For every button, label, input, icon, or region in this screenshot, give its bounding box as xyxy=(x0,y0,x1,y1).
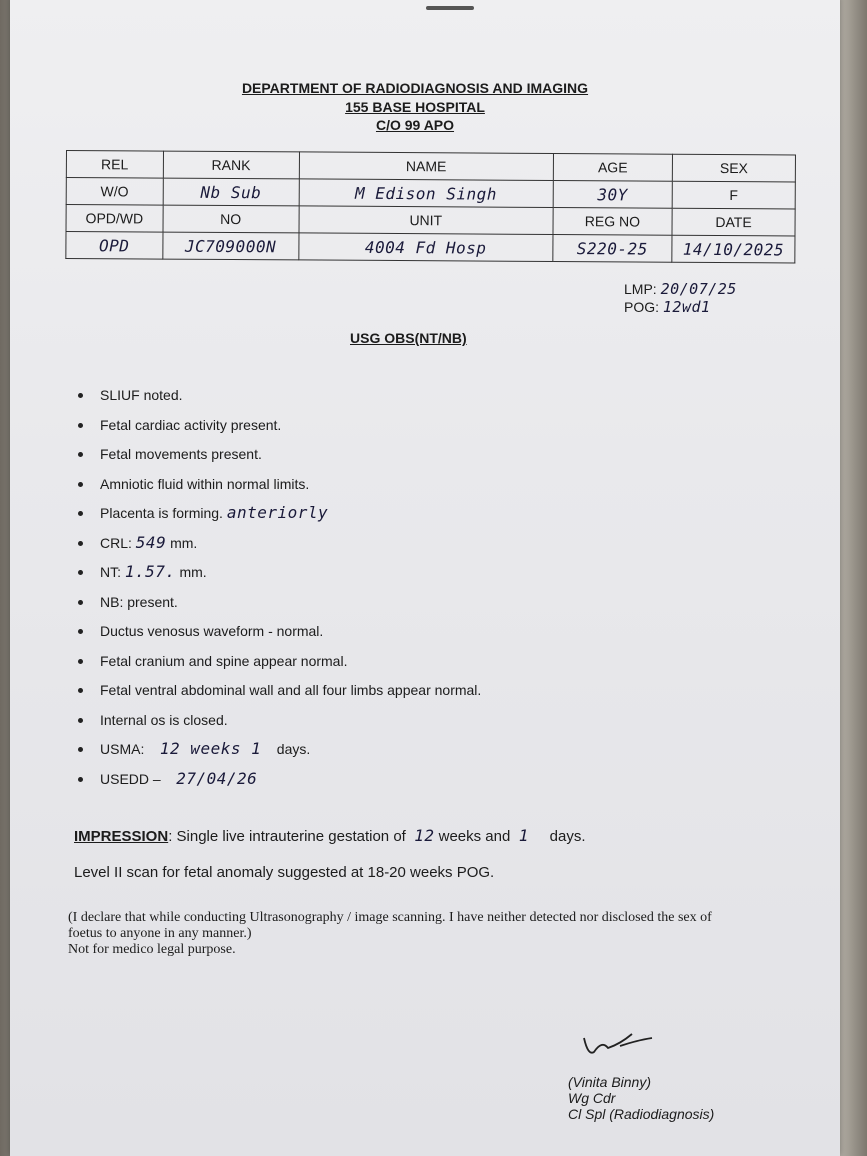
list-item xyxy=(70,591,670,621)
nt-value: 1.57. xyxy=(124,562,176,581)
finding-text: Amniotic fluid within normal limits. xyxy=(100,475,310,492)
value-regno: S220-25 xyxy=(553,234,672,262)
label-no: NO xyxy=(163,205,299,233)
list-item xyxy=(70,502,670,532)
level2-note: Level II scan for fetal anomaly suggested at 18-20 weeks POG. xyxy=(74,864,495,881)
finding-text: Fetal ventral abdominal wall and all four limbs appear normal. xyxy=(100,682,482,698)
finding-text: Internal os is closed. xyxy=(100,711,228,728)
list-item xyxy=(70,414,670,444)
hospital-name: 155 BASE HOSPITAL xyxy=(345,99,485,115)
impression-weeks-value: 12 xyxy=(414,826,435,845)
patient-info-table xyxy=(65,150,796,263)
list-item xyxy=(70,532,670,562)
finding-text: Ductus venosus waveform - normal. xyxy=(100,623,324,639)
declaration-text: (I declare that while conducting Ultrasonography / image scanning. I have neither detected nor disclosed the sex of foetus to anyone in any manner.) xyxy=(68,910,712,941)
pog-label: POG: xyxy=(624,299,660,315)
lmp-label: LMP: xyxy=(624,281,657,297)
label-unit: UNIT xyxy=(299,206,553,235)
list-item xyxy=(70,650,670,680)
usma-value: 12 weeks 1 xyxy=(159,739,262,758)
signatory-designation: Cl Spl (Radiodiagnosis) xyxy=(568,1106,715,1122)
value-date: 14/10/2025 xyxy=(672,235,795,263)
label-regno: REG NO xyxy=(553,207,672,235)
finding-text: Fetal cardiac activity present. xyxy=(100,416,282,433)
label-opd: OPD/WD xyxy=(66,205,163,233)
nt-unit: mm. xyxy=(179,564,207,580)
impression-days: days. xyxy=(549,828,586,845)
impression-line xyxy=(74,826,774,845)
impression-label: IMPRESSION xyxy=(74,828,169,845)
label-rank: RANK xyxy=(163,151,299,179)
hospital-address: C/O 99 APO xyxy=(375,117,455,133)
legal-note: Not for medico legal purpose. xyxy=(68,942,236,957)
value-no: JC709000N xyxy=(162,232,298,260)
list-item xyxy=(70,443,670,473)
lmp-block xyxy=(624,280,737,316)
signature-mark xyxy=(580,1026,660,1066)
value-name: M Edison Singh xyxy=(299,179,553,208)
usma-label: USMA: xyxy=(100,741,145,757)
list-item xyxy=(70,768,670,798)
impression-weeks: weeks and xyxy=(438,828,511,845)
usedd-value: 27/04/26 xyxy=(176,768,258,788)
signatory-block xyxy=(568,1074,714,1122)
department-title: DEPARTMENT OF RADIODIAGNOSIS AND IMAGING xyxy=(241,80,589,96)
value-age: 30Y xyxy=(553,180,672,208)
label-name: NAME xyxy=(299,152,553,181)
staple-mark xyxy=(426,6,474,10)
signatory-name: (Vinita Binny) xyxy=(568,1074,652,1090)
table-row xyxy=(66,232,795,263)
list-item xyxy=(70,679,670,709)
label-sex: SEX xyxy=(672,154,795,182)
impression-text: : Single live intrauterine gestation of xyxy=(168,828,406,845)
list-item xyxy=(70,709,670,739)
list-item xyxy=(70,473,670,503)
list-item xyxy=(70,384,670,414)
value-unit: 4004 Fd Hosp xyxy=(299,233,553,262)
report-sheet xyxy=(10,0,840,1156)
value-sex: F xyxy=(672,181,795,209)
finding-text: NB: present. xyxy=(100,593,178,610)
usedd-label: USEDD – xyxy=(100,770,161,787)
list-item xyxy=(70,561,670,591)
label-date: DATE xyxy=(672,208,795,236)
finding-text: Fetal cranium and spine appear normal. xyxy=(100,652,348,669)
finding-text: Fetal movements present. xyxy=(100,446,262,462)
lmp-value: 20/07/25 xyxy=(660,280,737,298)
value-opd: OPD xyxy=(66,232,163,260)
nt-label: NT: xyxy=(100,564,121,580)
pog-value: 12wd1 xyxy=(662,298,711,316)
placenta-hand: anteriorly xyxy=(226,503,329,522)
crl-label: CRL: xyxy=(100,534,132,551)
value-rel: W/O xyxy=(66,178,163,206)
report-title: USG OBS(NT/NB) xyxy=(350,330,467,346)
usma-unit: days. xyxy=(276,741,311,757)
value-rank: Nb Sub xyxy=(163,178,299,206)
list-item xyxy=(70,620,670,650)
label-rel: REL xyxy=(66,151,163,179)
list-item xyxy=(70,738,670,768)
finding-text: Placenta is forming. xyxy=(100,505,223,521)
finding-text: SLIUF noted. xyxy=(100,387,183,403)
label-age: AGE xyxy=(553,153,672,181)
signatory-rank: Wg Cdr xyxy=(568,1090,616,1106)
crl-value: 549 xyxy=(135,532,167,552)
declaration-block xyxy=(68,910,728,958)
findings-list xyxy=(70,384,670,797)
crl-unit: mm. xyxy=(170,534,198,551)
impression-days-value: 1 xyxy=(518,826,529,845)
